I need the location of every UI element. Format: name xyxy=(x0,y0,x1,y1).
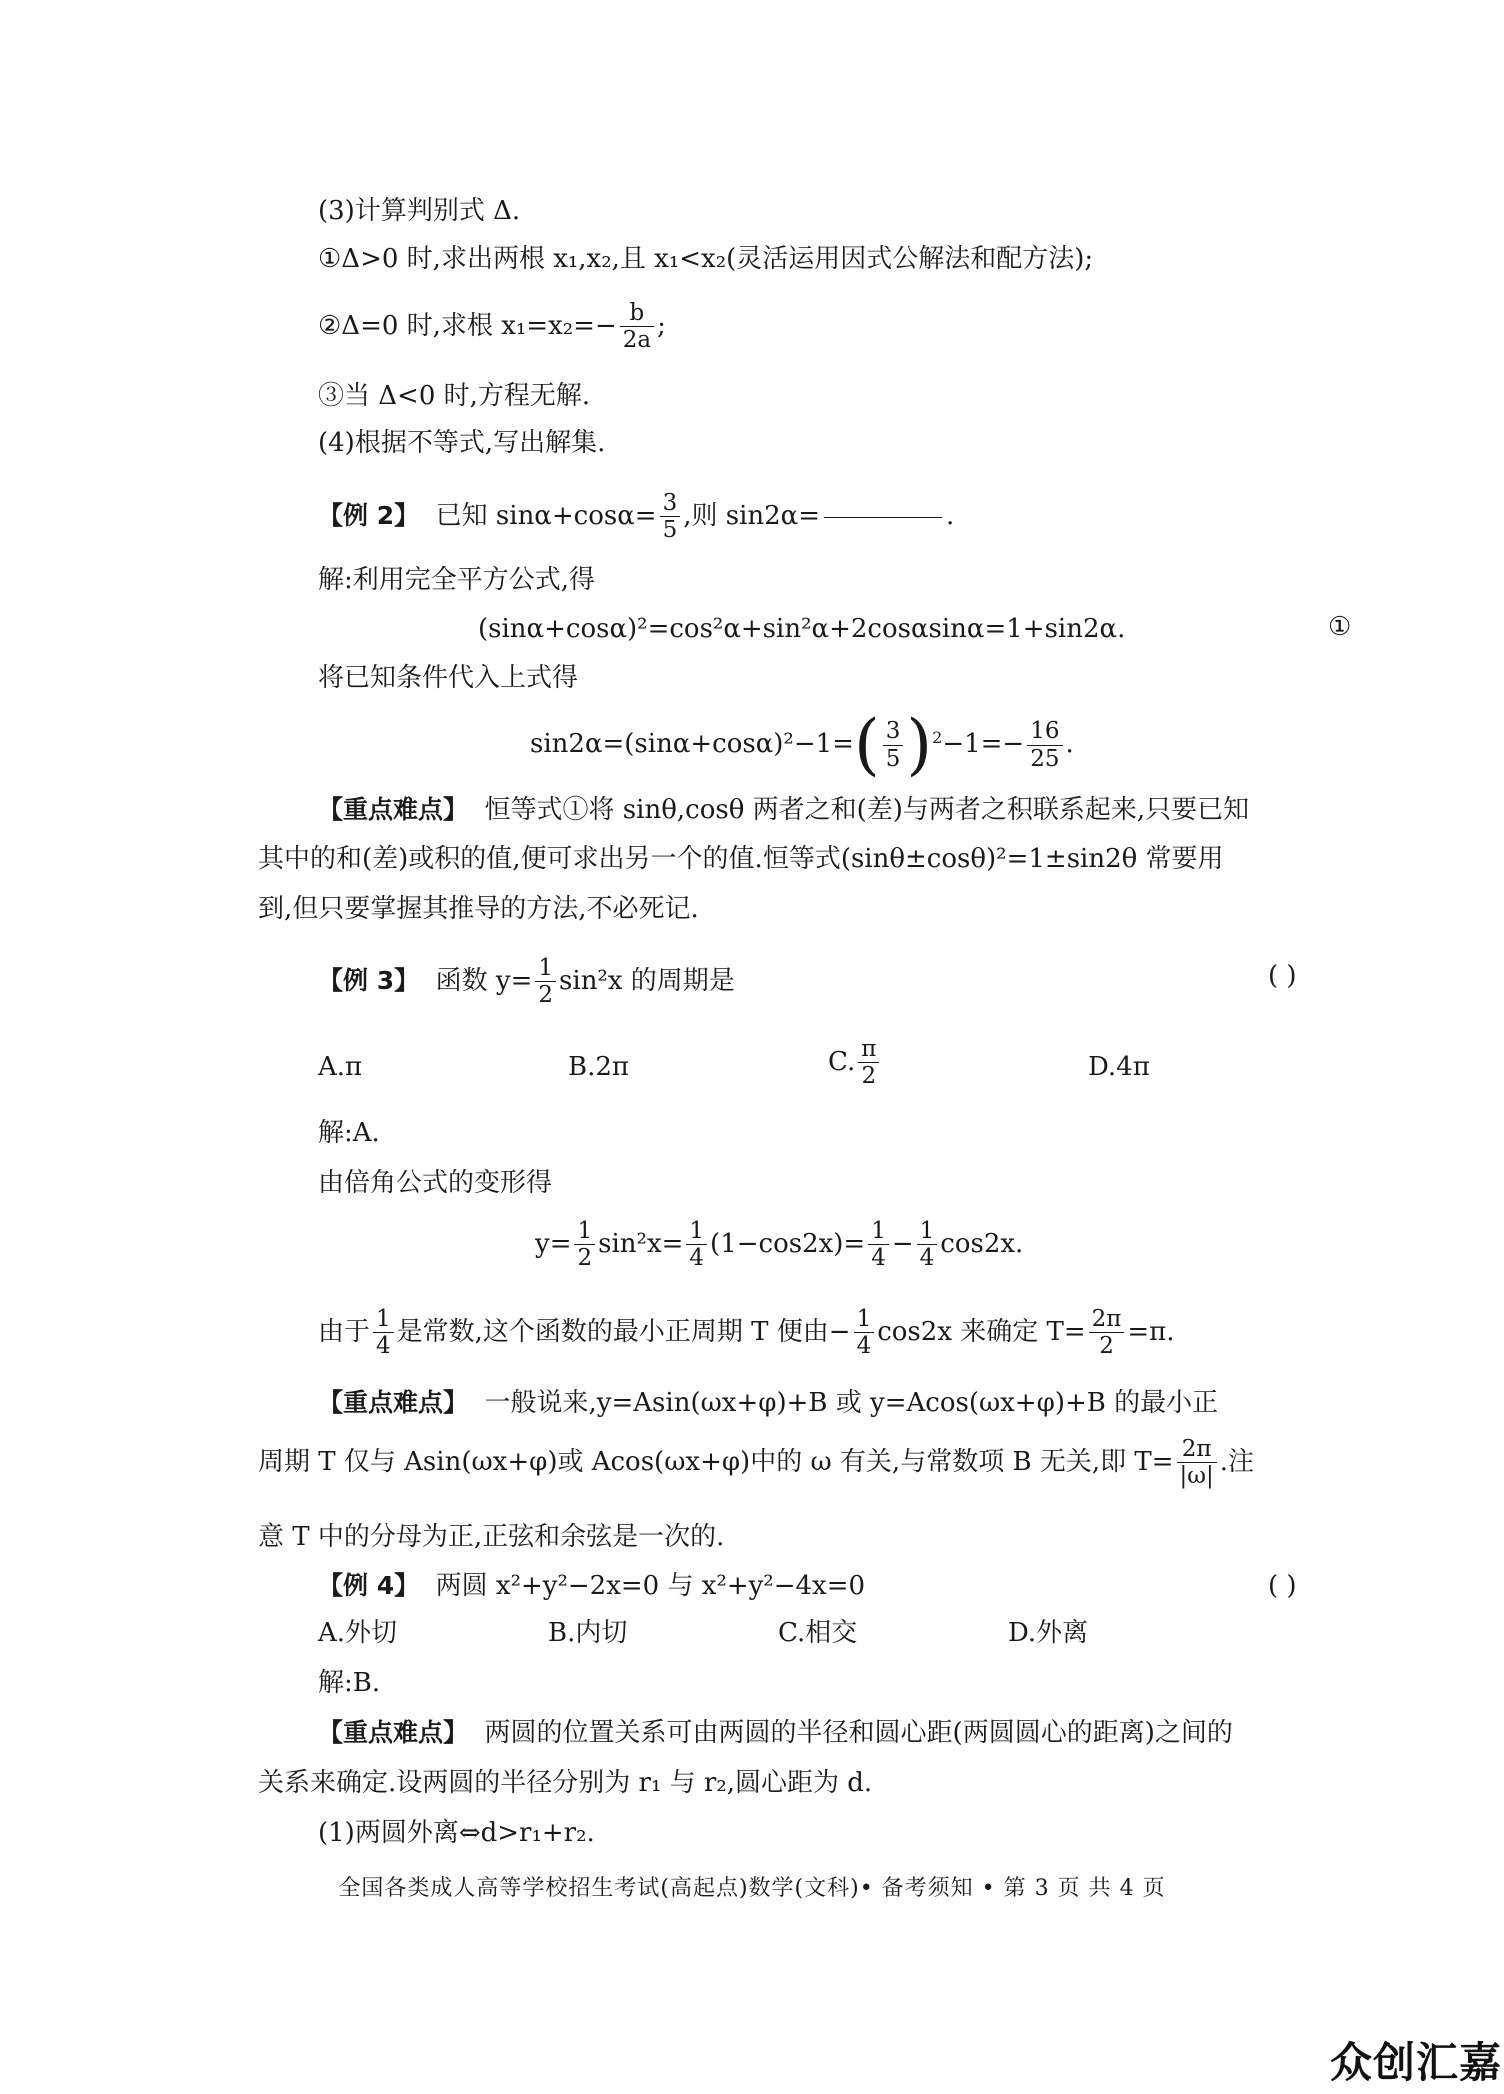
example-2-key-line-1: 【重点难点】 恒等式①将 sinθ,cosθ 两者之和(差)与两者之积联系起来,只要已知 xyxy=(318,795,1250,825)
example-4-key-line-1: 【重点难点】 两圆的位置关系可由两圆的半径和圆心距(两圆圆心的距离)之间的 xyxy=(318,1718,1233,1748)
example-4-case-1: (1)两圆外离⇔d>r₁+r₂. xyxy=(318,1818,595,1848)
example-2-equation-2: sin2α=(sinα+cosα)²−1=( $\frac{3}{5}$ )$^2$−1=− $\frac{16}{25}$ . xyxy=(530,706,1074,783)
option-d: D.4π xyxy=(1088,1052,1150,1082)
step-4-text: (4)根据不等式,写出解集. xyxy=(318,428,606,458)
option-d: D.外离 xyxy=(1008,1618,1089,1648)
example-2-key-line-2: 其中的和(差)或积的值,便可求出另一个的值.恒等式(sinθ±cosθ)²=1±sin2θ 常要用 xyxy=(258,844,1224,874)
option-b: B.2π xyxy=(568,1052,630,1082)
example-2-key-line-3: 到,但只要掌握其推导的方法,不必死记. xyxy=(258,894,699,924)
example-2-question: 【例 2】 已知 sinα+cosα= $\frac{3}{5}$ ,则 sin2α= . xyxy=(318,490,955,544)
option-b: B.内切 xyxy=(548,1618,628,1648)
case-2-text: ②Δ=0 时,求根 x₁=x₂=− $\frac{b}{2a}$ ; xyxy=(318,300,666,354)
example-2-substitute-text: 将已知条件代入上式得 xyxy=(318,663,579,693)
case-1-text: ①Δ>0 时,求出两根 x₁,x₂,且 x₁<x₂(灵活运用因式公解法和配方法); xyxy=(318,244,1094,274)
example-3-equation: y= $\frac{1}{2}$ sin²x= $\frac{1}{4}$ (1−cos2x)= $\frac{1}{4}$ − $\frac{1}{4}$ cos2x. xyxy=(535,1218,1024,1272)
example-3-key-line-2: 周期 T 仅与 Asin(ωx+φ)或 Acos(ωx+φ)中的 ω 有关,与常数项 B 无关,即 T= $\frac{2\pi}{|\omega|}$ .注 xyxy=(258,1436,1255,1490)
option-a: A.π xyxy=(318,1052,363,1082)
example-4-key-line-2: 关系来确定.设两圆的半径分别为 r₁ 与 r₂,圆心距为 d. xyxy=(258,1768,873,1798)
step-3-title: (3)计算判别式 Δ. xyxy=(318,196,521,226)
equation-number: ① xyxy=(1328,612,1352,642)
example-3-answer: 解:A. xyxy=(318,1118,380,1148)
option-c: C. $\frac{\pi}{2}$ xyxy=(828,1036,882,1090)
example-3-question: 【例 3】 函数 y= $\frac{1}{2}$ sin²x 的周期是 xyxy=(318,955,735,1009)
example-3-reasoning: 由于 $\frac{1}{4}$ 是常数,这个函数的最小正周期 T 便由− $\frac{1}{4}$ cos2x 来确定 T= $\frac{2\pi}{2}$ =π. xyxy=(318,1306,1175,1360)
case-3-text: ③当 Δ<0 时,方程无解. xyxy=(318,381,591,411)
example-3-derivation-intro: 由倍角公式的变形得 xyxy=(318,1168,553,1198)
fraction: $\frac{b}{2a}$ xyxy=(620,300,654,354)
example-3-key-line-3: 意 T 中的分母为正,正弦和余弦是一次的. xyxy=(258,1522,725,1552)
page-footer: 全国各类成人高等学校招生考试(高起点)数学(文科)• 备考须知 • 第 3 页 共 4 页 xyxy=(338,1876,1166,1901)
example-3-key-line-1: 【重点难点】 一般说来,y=Asin(ωx+φ)+B 或 y=Acos(ωx+φ)+B 的最小正 xyxy=(318,1388,1219,1418)
example-4-question: 【例 4】 两圆 x²+y²−2x=0 与 x²+y²−4x=0 xyxy=(318,1571,866,1601)
option-a: A.外切 xyxy=(318,1618,398,1648)
example-4-answer: 解:B. xyxy=(318,1668,381,1698)
option-c: C.相交 xyxy=(778,1618,858,1648)
answer-blank xyxy=(824,516,942,518)
example-2-solution-intro: 解:利用完全平方公式,得 xyxy=(318,565,596,595)
example-2-equation-1: (sinα+cosα)²=cos²α+sin²α+2cosαsinα=1+sin2α. xyxy=(478,614,1126,644)
watermark-logo: 众创汇嘉 xyxy=(1329,2038,1502,2087)
example-4-answer-paren: ( ) xyxy=(1268,1571,1297,1601)
example-3-answer-paren: ( ) xyxy=(1268,961,1297,991)
